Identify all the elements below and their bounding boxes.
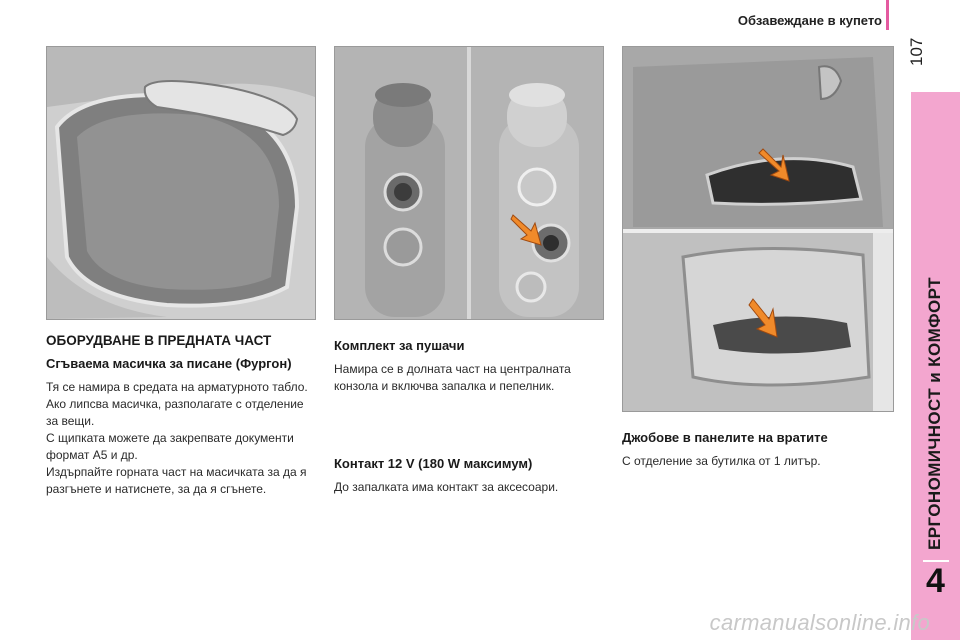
door-pocket-text: С отделение за бутилка от 1 литър. xyxy=(622,454,821,468)
subheading-folding-table: Сгъваема масичка за писане (Фургон) xyxy=(46,356,292,371)
smokers-kit-text-column xyxy=(334,338,600,395)
chapter-side-tab xyxy=(911,92,960,640)
folding-table-text-column xyxy=(46,333,308,498)
door-pocket-title: Джобове в панелите на вратите xyxy=(622,430,828,445)
socket-text: До запалката има контакт за аксесоари. xyxy=(334,480,559,494)
paragraph-unfold: Издърпайте горната част на масичката за да я разгънете и натиснете, за да я сгънете. xyxy=(46,465,307,496)
socket-title: Контакт 12 V (180 W максимум) xyxy=(334,456,533,471)
smokers-kit-text: Намира се в долната част на централната конзола и включва запалка и пепелник. xyxy=(334,362,571,393)
header-title: Обзавеждане в купето xyxy=(737,13,882,28)
paragraph-clip: С щипката можете да закрепвате документи формат А5 и др. xyxy=(46,431,294,462)
door-pocket-text-column xyxy=(622,430,892,470)
paragraph-location: Тя се намира в средата на арматурното табло. Ако липсва масичка, разполагате с отделение за вещи. xyxy=(46,380,308,428)
chapter-side-label: ЕРГОНОМИЧНОСТ и КОМФОРТ xyxy=(925,277,944,550)
door-pocket-photo xyxy=(622,46,894,412)
folding-table-photo xyxy=(46,46,316,320)
section-title-front-equipment: ОБОРУДВАНЕ В ПРЕДНАТА ЧАСТ xyxy=(46,333,272,348)
watermark: carmanualsonline.info xyxy=(709,610,930,635)
header-accent-rule xyxy=(886,0,889,30)
smokers-kit-title: Комплект за пушачи xyxy=(334,338,465,353)
page-number: 107 xyxy=(907,37,926,66)
socket-text-column xyxy=(334,456,600,496)
console-photo xyxy=(334,46,604,320)
chapter-number: 4 xyxy=(926,562,945,600)
